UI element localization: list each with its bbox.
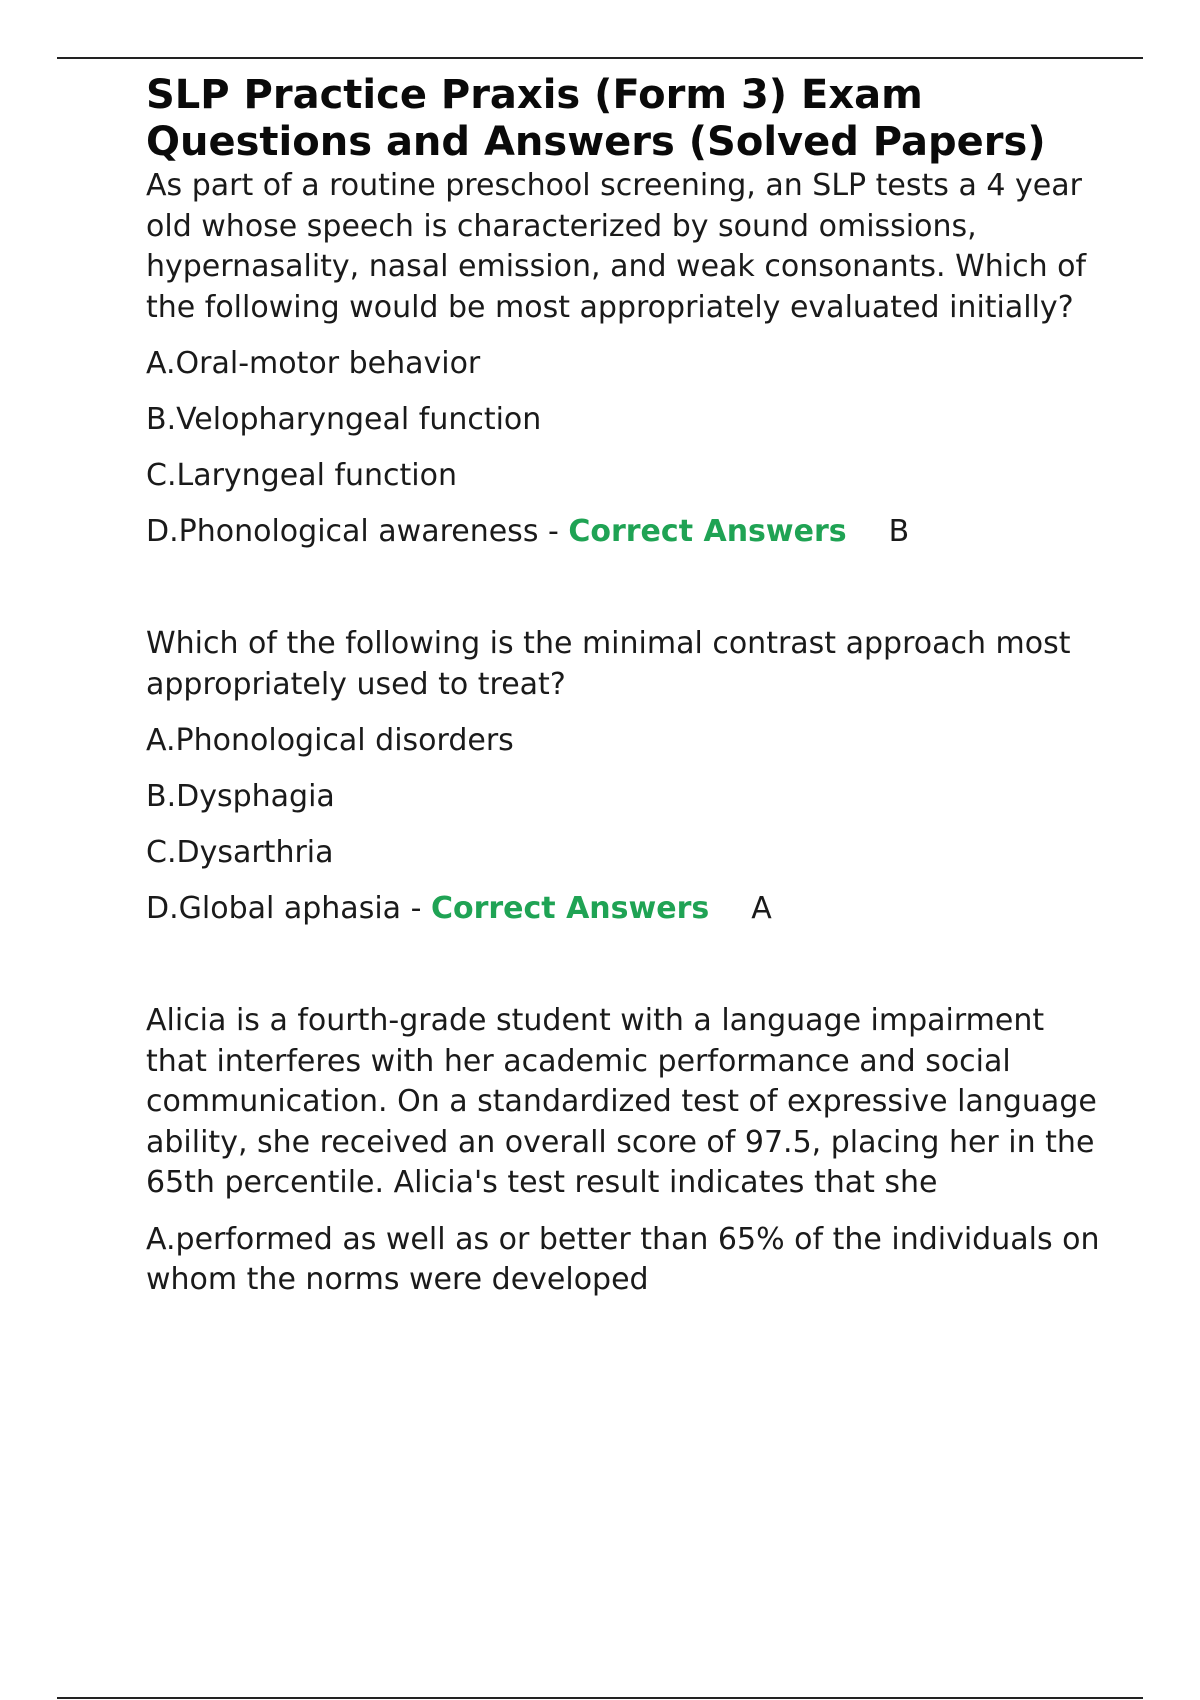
top-rule	[57, 57, 1143, 59]
option-b: B.Dysphagia	[146, 779, 335, 814]
question-block-3	[146, 1001, 1106, 1300]
answer-key: A	[751, 891, 772, 926]
option-a: A.Phonological disorders	[146, 723, 514, 758]
answer-key: B	[888, 514, 910, 549]
option-d-text: D.Global aphasia -	[146, 891, 431, 926]
question-text: Which of the following is the minimal contrast approach most appropriately used to treat?	[146, 626, 1071, 702]
question-block-1	[146, 166, 1106, 552]
question-block-2	[146, 624, 1106, 929]
correct-answers-label: Correct Answers	[568, 514, 847, 549]
correct-answers-label: Correct Answers	[430, 891, 710, 926]
option-d	[146, 512, 1106, 552]
option-a: A.performed as well as or better than 65% of the individuals on whom the norms were developed	[146, 1221, 1100, 1297]
bottom-rule	[57, 1697, 1143, 1699]
question-text: Alicia is a fourth-grade student with a language impairment that interferes with her academic performance and social communication. On a standardized test of expressive language ability, she received an overall score of 97.5, placing her in the 65th percentile. Alicia's test result indicates that she	[146, 1003, 1097, 1200]
document-body	[146, 72, 1106, 1300]
page-title: SLP Practice Praxis (Form 3) Exam Questions and Answers (Solved Papers)	[146, 72, 1046, 165]
question-text: As part of a routine preschool screening, an SLP tests a 4 year old whose speech is characterized by sound omissions, hypernasality, nasal emission, and weak consonants. Which of the following would be most appropriately evaluated initially?	[146, 168, 1087, 325]
option-b: B.Velopharyngeal function	[146, 402, 542, 437]
option-d	[146, 889, 1106, 929]
option-d-text: D.Phonological awareness -	[146, 514, 569, 549]
option-c: C.Dysarthria	[146, 835, 334, 870]
option-a: A.Oral-motor behavior	[146, 346, 481, 381]
option-c: C.Laryngeal function	[146, 458, 457, 493]
